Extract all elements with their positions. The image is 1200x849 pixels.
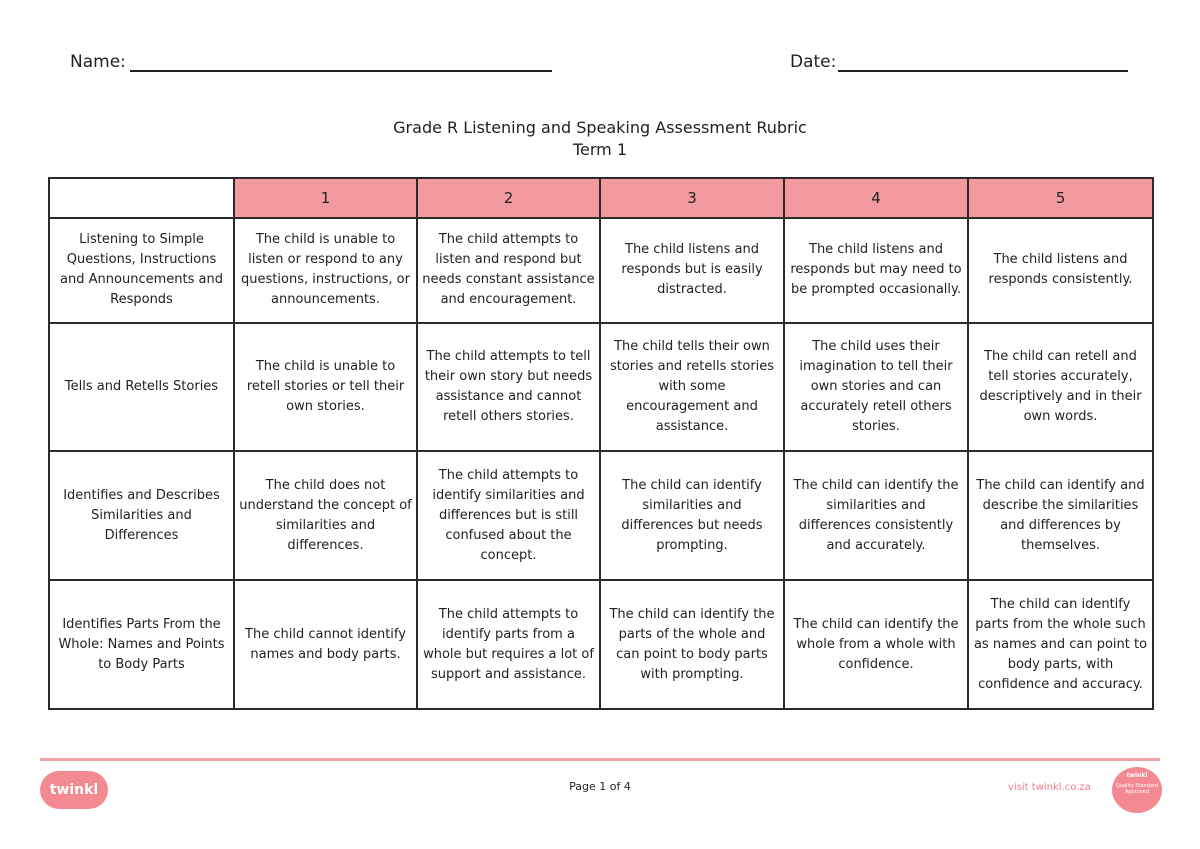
criterion-cell: Identifies Parts From the Whole: Names and Points to Body Parts <box>49 580 234 709</box>
level-cell: The child listens and responds but is easily distracted. <box>600 218 784 323</box>
rubric-row-stories <box>49 323 1153 452</box>
document-title <box>0 117 1200 161</box>
rubric-row-listening <box>49 218 1153 323</box>
level-cell: The child is unable to listen or respond to any questions, instructions, or announcements. <box>234 218 417 323</box>
badge-text: Quality Standard Approved <box>1115 783 1159 795</box>
level-cell: The child is unable to retell stories or tell their own stories. <box>234 323 417 452</box>
level-cell: The child can identify the parts of the whole and can point to body parts with prompting. <box>600 580 784 709</box>
website-link[interactable]: visit twinkl.co.za <box>1008 782 1091 793</box>
header-row <box>49 178 1153 218</box>
score-header-1: 1 <box>234 178 417 218</box>
level-cell: The child cannot identify names and body parts. <box>234 580 417 709</box>
rubric-table <box>48 177 1154 710</box>
footer-divider <box>40 758 1160 761</box>
level-cell: The child tells their own stories and retells stories with some encouragement and assistance. <box>600 323 784 452</box>
score-header-2: 2 <box>417 178 600 218</box>
title-line-1: Grade R Listening and Speaking Assessment Rubric <box>393 118 807 137</box>
level-cell: The child can identify the similarities and differences consistently and accurately. <box>784 451 968 580</box>
quality-badge-icon <box>1112 767 1162 813</box>
level-cell: The child attempts to listen and respond but needs constant assistance and encouragement. <box>417 218 600 323</box>
level-cell: The child can identify the whole from a whole with confidence. <box>784 580 968 709</box>
name-line <box>130 52 552 72</box>
rubric-row-body-parts <box>49 580 1153 709</box>
level-cell: The child attempts to tell their own story but needs assistance and cannot retell others stories. <box>417 323 600 452</box>
level-cell: The child listens and responds consistently. <box>968 218 1153 323</box>
date-field <box>790 52 1128 72</box>
rubric-row-similarities <box>49 451 1153 580</box>
name-label: Name: <box>70 52 126 72</box>
date-line <box>838 52 1128 72</box>
page-number: Page 1 of 4 <box>569 780 631 793</box>
score-header-3: 3 <box>600 178 784 218</box>
level-cell: The child does not understand the concept of similarities and differences. <box>234 451 417 580</box>
level-cell: The child listens and responds but may need to be prompted occasionally. <box>784 218 968 323</box>
badge-title: twinkl <box>1126 772 1148 779</box>
level-cell: The child can identify parts from the whole such as names and can point to body parts, with confidence and accuracy. <box>968 580 1153 709</box>
level-cell: The child uses their imagination to tell their own stories and can accurately retell others stories. <box>784 323 968 452</box>
level-cell: The child attempts to identify parts from a whole but requires a lot of support and assistance. <box>417 580 600 709</box>
level-cell: The child can retell and tell stories accurately, descriptively and in their own words. <box>968 323 1153 452</box>
name-field <box>70 52 552 72</box>
level-cell: The child can identify and describe the similarities and differences by themselves. <box>968 451 1153 580</box>
criterion-cell: Identifies and Describes Similarities and Differences <box>49 451 234 580</box>
score-header-4: 4 <box>784 178 968 218</box>
criterion-cell: Listening to Simple Questions, Instructions and Announcements and Responds <box>49 218 234 323</box>
date-label: Date: <box>790 52 837 72</box>
corner-cell <box>49 178 234 218</box>
title-line-2: Term 1 <box>572 140 628 159</box>
criterion-cell: Tells and Retells Stories <box>49 323 234 452</box>
level-cell: The child can identify similarities and differences but needs prompting. <box>600 451 784 580</box>
score-header-5: 5 <box>968 178 1153 218</box>
level-cell: The child attempts to identify similarities and differences but is still confused about the concept. <box>417 451 600 580</box>
twinkl-logo: twinkl <box>40 771 108 809</box>
